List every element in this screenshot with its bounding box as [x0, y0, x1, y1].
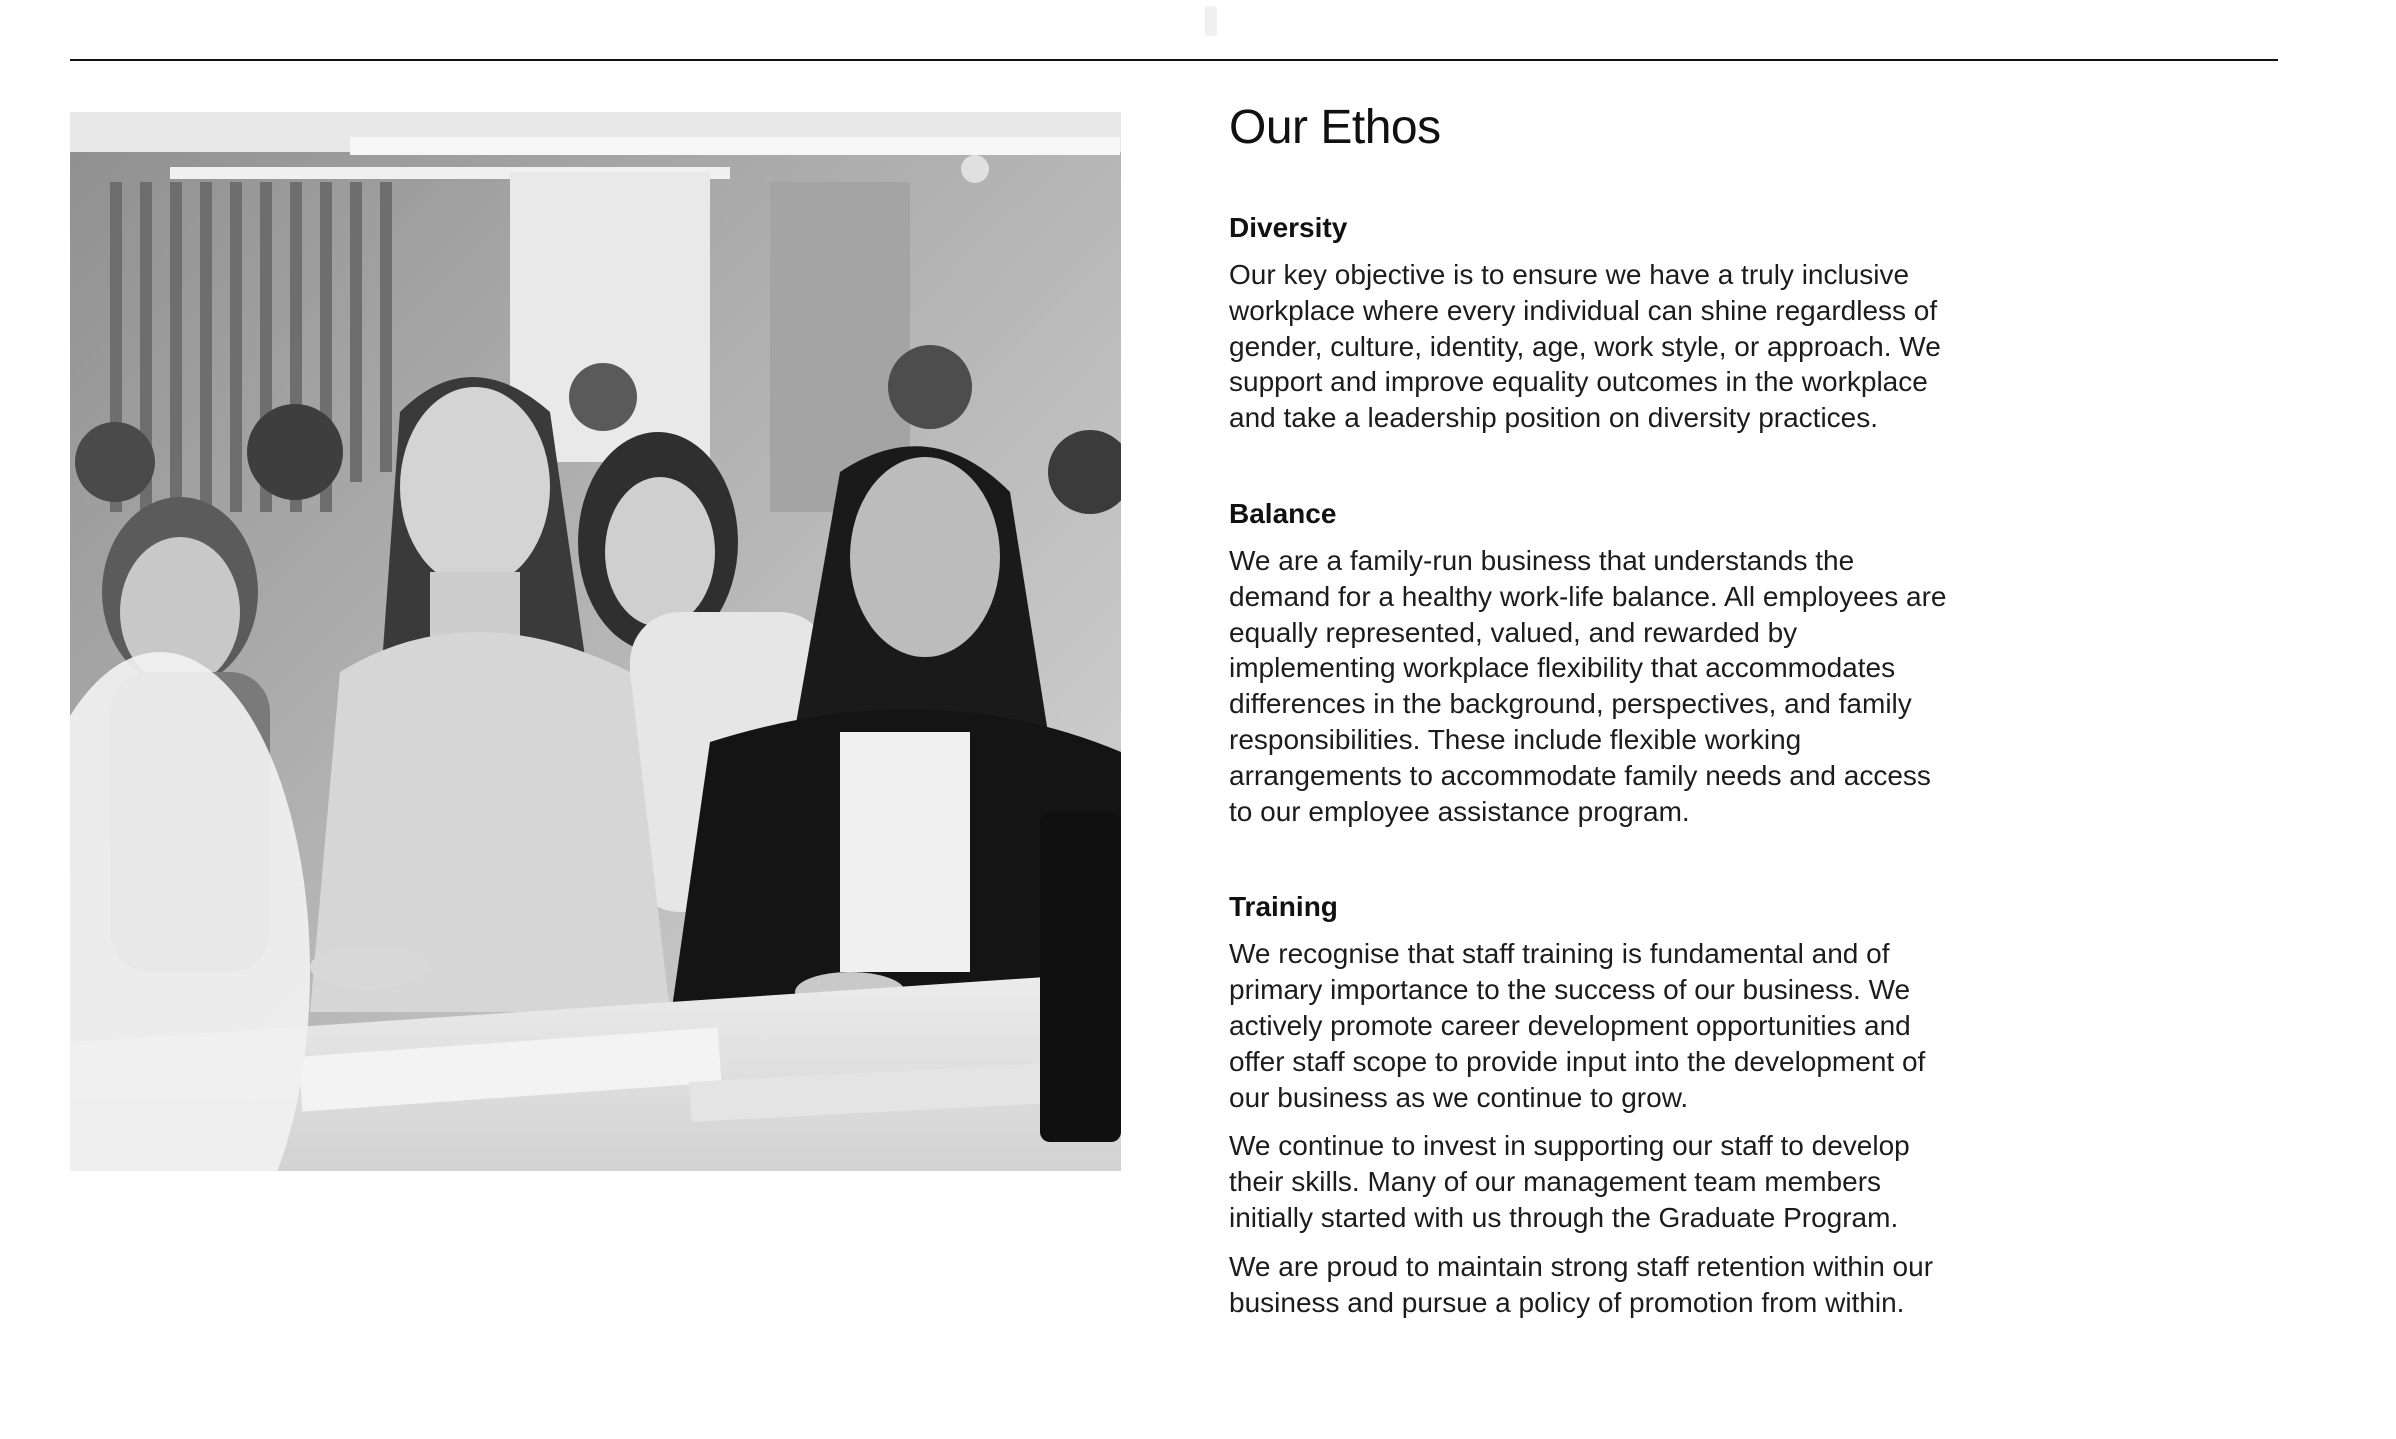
- section-diversity-paragraph: Our key objective is to ensure we have a truly inclusive workplace where every individual can shine regardless of gender, culture, identity, age, work style, or approach. We support and improve equality outcomes in the workplace and take a leadership position on diversity practices.: [1229, 259, 1941, 434]
- section-balance: [1229, 494, 1949, 829]
- page-title: Our Ethos: [1229, 101, 1441, 154]
- section-title-balance: Balance: [1229, 497, 1337, 529]
- section-balance-paragraph: We are a family-run business that understands the demand for a healthy work-life balance. All employees are equally represented, valued, and rewarded by implementing workplace flexibility that accommodates differences in the background, perspectives, and family responsibilities. These include flexible working arrangements to accommodate family needs and access to our employee assistance program.: [1229, 544, 1947, 827]
- ethos-content: [1229, 96, 1949, 1320]
- team-photo: [70, 112, 1121, 1171]
- section-training-paragraph-1: We recognise that staff training is fundamental and of primary importance to the success of our business. We actively promote career development opportunities and offer staff scope to provide input into the development of our business as we continue to grow.: [1229, 938, 1926, 1113]
- section-title-diversity: Diversity: [1229, 212, 1348, 243]
- section-training-paragraph-2: We continue to invest in supporting our staff to develop their skills. Many of our management team members initially started with us through the Graduate Program.: [1229, 1130, 1910, 1233]
- top-scroll-handle: [1205, 6, 1217, 36]
- top-divider: [70, 59, 2278, 61]
- section-title-training: Training: [1229, 891, 1338, 923]
- section-training: [1229, 887, 1949, 1320]
- section-training-paragraph-3: We are proud to maintain strong staff retention within our business and pursue a policy of promotion from within.: [1229, 1250, 1934, 1318]
- section-diversity: [1229, 208, 1949, 436]
